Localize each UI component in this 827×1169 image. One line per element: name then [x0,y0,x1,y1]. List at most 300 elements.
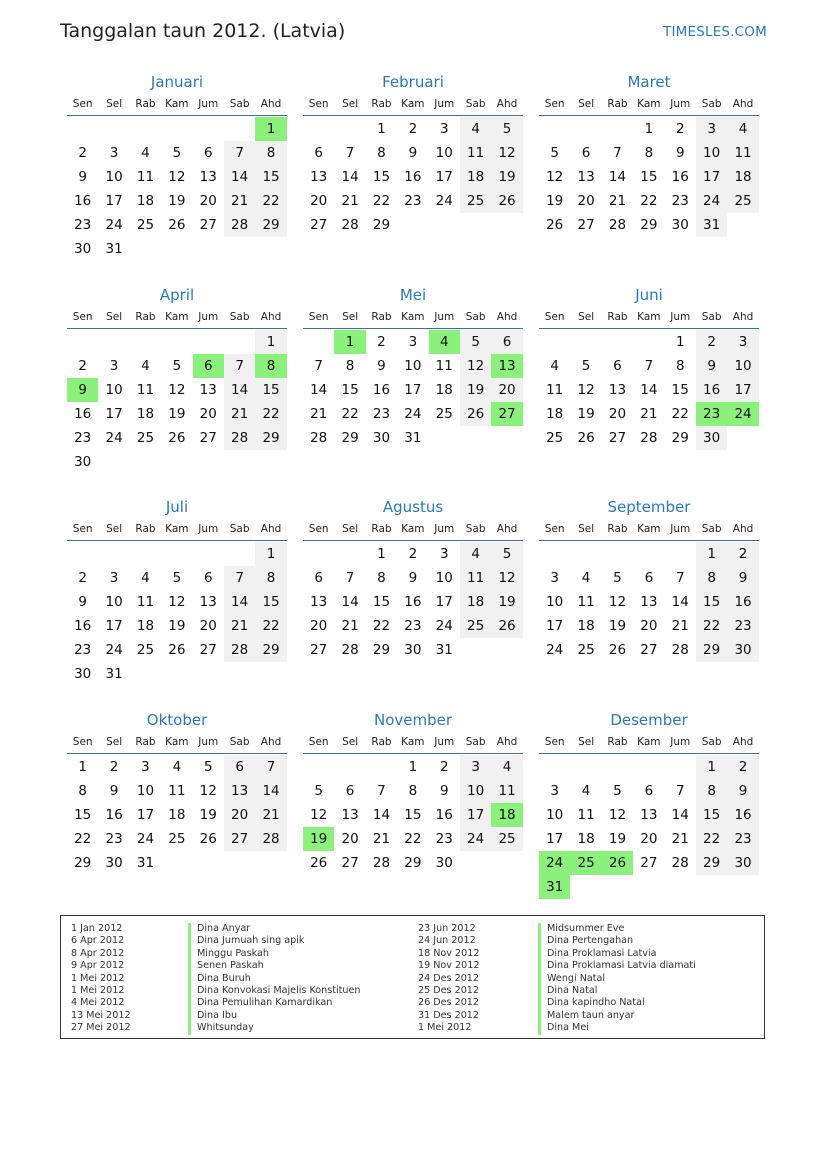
weekday-label: Sen [308,98,329,110]
legend-date: 24 Des 2012 [418,972,480,984]
day-cell: 23 [74,217,92,233]
weekday-label: Rab [371,523,392,535]
day-cell: 21 [640,406,658,422]
day-cell: 13 [199,382,217,398]
day-cell: 13 [199,169,217,185]
day-cell: 26 [168,430,186,446]
day-cell: 18 [136,193,155,209]
weekday-label: Sab [701,523,722,535]
day-cell: 14 [224,378,255,402]
day-cell: 20 [640,831,658,847]
day-cell: 18 [168,807,186,823]
day-cell: 17 [435,594,453,610]
day-cell: 22 [255,614,286,638]
day-cell: 22 [671,406,689,422]
day-cell: 24 [136,831,155,847]
day-cell: 13 [640,594,658,610]
brand-link[interactable]: TIMESLES.COM [663,24,767,40]
empty-cell [161,330,192,354]
day-cell: 24 [105,642,123,658]
empty-cell [539,755,570,779]
day-grid [67,117,287,261]
day-cell: 13 [224,779,255,803]
day-cell: 27 [199,642,217,658]
day-cell: 7 [644,358,654,374]
day-cell: 18 [577,831,595,847]
day-cell: 27 [608,430,627,446]
day-cell: 29 [640,217,658,233]
day-cell: 8 [377,570,386,586]
day-cell: 11 [727,141,758,165]
day-cell: 22 [372,193,391,209]
weekday-label: Jum [198,311,219,323]
day-cell: 16 [671,169,689,185]
day-cell: 15 [372,169,391,185]
day-cell: 28 [671,642,689,658]
day-cell: 7 [345,145,355,161]
day-cell: 21 [224,189,255,213]
day-cell: 25 [727,189,758,213]
day-cell: 14 [671,807,689,823]
weekday-header [539,93,759,116]
empty-cell [193,117,224,141]
day-grid [67,330,287,474]
day-cell: 22 [372,618,391,634]
weekday-label: Jum [434,736,455,748]
day-cell: 10 [435,570,453,586]
weekday-label: Sen [72,736,93,748]
day-cell: 12 [460,354,491,378]
weekday-label: Sen [308,736,329,748]
legend-date: 6 Apr 2012 [71,935,125,947]
day-cell: 25 [577,642,595,658]
empty-cell [161,542,192,566]
day-cell: 29 [74,855,92,871]
weekday-label: Jum [434,311,455,323]
day-cell: 22 [404,831,422,847]
day-cell: 2 [408,546,418,562]
legend-right-dates [418,923,479,1035]
weekday-label: Jum [434,98,455,110]
day-cell: 27 [577,217,595,233]
day-cell: 14 [224,165,255,189]
day-cell: 4 [460,117,491,141]
day-cell: 1 [255,330,286,354]
day-cell: 7 [675,783,685,799]
day-cell: 25 [136,642,155,658]
day-cell: 23 [105,831,123,847]
day-cell: 15 [341,382,359,398]
day-cell: 16 [74,406,92,422]
day-cell: 1 [696,542,727,566]
day-cell: 6 [491,330,522,354]
day-cell: 6 [314,145,323,161]
day-cell: 29 [372,642,391,658]
legend-holiday-name: Dina Buruh [188,973,360,985]
day-cell: 24 [696,189,727,213]
weekday-label: Sen [308,523,329,535]
weekday-label: Rab [371,311,392,323]
weekday-header [67,93,287,116]
day-cell: 25 [460,614,491,638]
weekday-label: Kam [637,736,661,748]
day-cell: 30 [671,217,689,233]
day-cell: 26 [168,642,186,658]
day-cell: 30 [696,426,727,450]
weekday-label: Ahd [496,98,518,110]
day-cell: 20 [199,193,217,209]
day-cell: 2 [727,755,758,779]
day-cell: 1 [255,117,286,141]
month-name: Juni [635,286,663,304]
weekday-label: Jum [198,98,219,110]
month-agustus [303,496,523,662]
month-name: Maret [627,73,671,91]
day-cell: 4 [172,759,182,775]
day-cell: 11 [460,141,491,165]
day-cell: 2 [408,121,418,137]
weekday-header [303,306,523,329]
day-cell: 13 [640,807,658,823]
day-cell: 20 [491,378,522,402]
month-september [539,496,759,662]
day-cell: 4 [460,542,491,566]
legend-date: 1 Jan 2012 [71,923,123,934]
day-cell: 9 [377,358,386,374]
day-cell: 25 [168,831,186,847]
day-cell: 30 [727,638,758,662]
day-cell: 26 [168,217,186,233]
day-cell: 24 [546,642,564,658]
empty-cell [193,542,224,566]
empty-cell [67,330,98,354]
empty-cell [303,330,334,354]
day-cell: 19 [546,193,564,209]
day-cell: 2 [727,542,758,566]
day-cell: 15 [372,594,391,610]
day-cell: 7 [224,354,255,378]
day-cell: 15 [640,169,658,185]
day-cell: 4 [550,358,559,374]
weekday-label: Kam [401,736,425,748]
day-cell: 24 [404,406,422,422]
day-cell: 17 [696,165,727,189]
legend-right-names [538,923,696,1035]
day-cell: 9 [675,145,685,161]
day-cell: 29 [404,855,422,871]
weekday-label: Kam [401,523,425,535]
day-cell: 21 [224,614,255,638]
day-cell: 13 [310,594,328,610]
empty-cell [303,117,334,141]
day-cell: 5 [460,330,491,354]
day-cell: 13 [199,594,217,610]
empty-cell [334,542,365,566]
day-cell: 9 [727,779,758,803]
day-cell: 16 [105,807,123,823]
day-cell: 13 [608,382,627,398]
day-cell: 21 [310,406,328,422]
day-cell: 30 [435,855,453,871]
day-cell: 27 [199,217,217,233]
weekday-label: Sen [544,98,565,110]
day-cell: 12 [608,807,627,823]
day-cell: 5 [491,542,522,566]
month-name: Mei [399,286,427,304]
day-cell: 4 [491,755,522,779]
empty-cell [570,117,601,141]
day-cell: 22 [255,402,286,426]
weekday-label: Rab [135,311,156,323]
day-cell: 9 [78,169,87,185]
day-cell: 1 [377,121,386,137]
day-cell: 5 [613,570,622,586]
day-cell: 22 [640,193,658,209]
weekday-label: Ahd [496,736,518,748]
day-cell: 29 [255,638,286,662]
day-cell: 28 [224,213,255,237]
empty-cell [570,542,601,566]
day-cell: 17 [546,831,564,847]
day-cell: 29 [696,851,727,875]
day-cell: 8 [255,141,286,165]
empty-cell [665,542,696,566]
legend-left-names [188,923,360,1035]
day-cell: 9 [439,783,449,799]
day-cell: 27 [341,855,359,871]
legend-date: 1 Mei 2012 [71,984,125,996]
day-cell: 3 [439,121,449,137]
weekday-label: Sen [308,311,329,323]
day-cell: 21 [671,618,689,634]
day-cell: 8 [675,358,685,374]
day-cell: 15 [671,382,689,398]
day-cell: 18 [136,618,155,634]
day-cell: 28 [341,217,359,233]
day-cell: 10 [404,358,422,374]
day-cell: 18 [546,406,564,422]
day-cell: 14 [640,382,658,398]
weekday-label: Sel [578,523,595,535]
legend-date: 24 Jun 2012 [418,935,476,947]
day-cell: 9 [67,378,98,402]
day-cell: 23 [404,193,422,209]
weekday-header [67,306,287,329]
day-cell: 7 [224,141,255,165]
day-cell: 13 [341,807,359,823]
day-cell: 10 [727,354,758,378]
day-cell: 10 [546,807,564,823]
day-cell: 18 [460,165,491,189]
day-cell: 19 [303,827,334,851]
day-cell: 14 [671,594,689,610]
day-cell: 12 [491,566,522,590]
day-grid [303,117,523,237]
day-grid [303,755,523,875]
empty-cell [633,755,664,779]
legend-date: 18 Nov 2012 [418,947,480,959]
day-cell: 5 [613,783,622,799]
day-cell: 31 [696,213,727,237]
day-cell: 23 [74,430,92,446]
legend-holiday-name: Dina Proklamasi Latvia diamati [538,960,696,972]
day-cell: 19 [577,406,595,422]
day-cell: 14 [310,382,328,398]
weekday-label: Rab [371,98,392,110]
legend-holiday-name: Dina Ibu [188,1010,360,1022]
day-cell: 30 [74,454,92,470]
legend-holiday-name: Dina Natal [538,985,696,997]
day-cell: 20 [640,618,658,634]
day-cell: 26 [310,855,328,871]
day-cell: 22 [696,614,727,638]
day-cell: 19 [608,618,627,634]
legend-holiday-name: Dina Konvokasi Majelis Konstituen [188,985,360,997]
day-cell: 31 [404,430,422,446]
day-cell: 5 [550,145,559,161]
weekday-label: Sab [701,736,722,748]
day-cell: 18 [136,406,155,422]
day-cell: 31 [105,241,123,257]
day-cell: 3 [727,330,758,354]
day-cell: 8 [696,779,727,803]
day-cell: 12 [199,783,217,799]
day-cell: 1 [644,121,654,137]
day-cell: 6 [581,145,591,161]
weekday-label: Sab [701,311,722,323]
weekday-label: Jum [670,98,691,110]
day-cell: 23 [404,618,422,634]
weekday-label: Jum [198,736,219,748]
day-cell: 23 [671,193,689,209]
weekday-label: Sab [229,523,250,535]
day-cell: 15 [255,590,286,614]
weekday-label: Sab [465,523,486,535]
day-cell: 11 [168,783,186,799]
weekday-label: Sen [72,523,93,535]
day-cell: 5 [203,759,213,775]
day-cell: 7 [377,783,386,799]
weekday-label: Sel [342,736,359,748]
day-cell: 24 [460,827,491,851]
day-cell: 23 [372,406,391,422]
day-cell: 27 [640,855,658,871]
day-cell: 1 [675,334,685,350]
day-cell: 27 [310,217,328,233]
day-cell: 20 [577,193,595,209]
day-cell: 16 [727,590,758,614]
empty-cell [602,542,633,566]
day-cell: 3 [696,117,727,141]
weekday-label: Sab [465,98,486,110]
day-cell: 29 [696,638,727,662]
day-cell: 10 [105,594,123,610]
day-cell: 4 [727,117,758,141]
legend-date: 25 Des 2012 [418,984,480,996]
empty-cell [570,330,601,354]
day-cell: 9 [696,354,727,378]
weekday-label: Sab [229,98,250,110]
legend-holiday-name: Dina Jumuah sing apik [188,935,360,947]
day-cell: 2 [675,121,685,137]
day-cell: 25 [460,189,491,213]
day-cell: 5 [172,145,182,161]
weekday-label: Ahd [260,311,282,323]
day-cell: 28 [671,855,689,871]
day-cell: 12 [310,807,328,823]
day-cell: 2 [439,759,449,775]
day-cell: 6 [203,145,213,161]
day-cell: 6 [193,354,224,378]
empty-cell [633,330,664,354]
day-cell: 25 [136,217,155,233]
weekday-label: Sel [578,736,595,748]
day-cell: 15 [696,803,727,827]
day-cell: 21 [341,193,359,209]
day-cell: 12 [168,169,186,185]
weekday-label: Ahd [260,98,282,110]
day-cell: 15 [74,807,92,823]
day-cell: 16 [696,378,727,402]
day-cell: 3 [109,570,119,586]
empty-cell [602,117,633,141]
day-cell: 23 [74,642,92,658]
day-grid [539,330,759,450]
day-cell: 12 [546,169,564,185]
day-cell: 7 [345,570,355,586]
day-cell: 23 [696,402,727,426]
month-juni [539,284,759,450]
day-cell: 2 [377,334,386,350]
day-cell: 21 [608,193,627,209]
day-cell: 8 [644,145,654,161]
legend-date: 23 Jun 2012 [418,923,476,934]
month-name: September [607,498,691,516]
day-grid [539,755,759,899]
day-cell: 27 [640,642,658,658]
day-cell: 2 [78,570,87,586]
empty-cell [161,117,192,141]
legend-date: 8 Apr 2012 [71,947,125,959]
legend-holiday-name: Dina Mei [538,1022,696,1034]
empty-cell [193,330,224,354]
day-cell: 23 [727,614,758,638]
weekday-label: Kam [165,523,189,535]
weekday-label: Rab [607,523,628,535]
day-cell: 19 [168,406,186,422]
day-cell: 28 [608,217,627,233]
day-cell: 7 [675,570,685,586]
day-cell: 4 [141,570,150,586]
day-cell: 5 [581,358,591,374]
day-cell: 26 [546,217,564,233]
day-grid [539,117,759,237]
day-cell: 28 [640,430,658,446]
month-name: Januari [150,73,204,91]
legend-date: 13 Mei 2012 [71,1009,131,1021]
day-cell: 27 [224,827,255,851]
day-cell: 10 [105,382,123,398]
day-cell: 29 [671,430,689,446]
day-cell: 26 [602,851,633,875]
day-cell: 20 [310,193,328,209]
day-cell: 8 [345,358,355,374]
day-cell: 7 [255,755,286,779]
page-title: Tanggalan taun 2012. (Latvia) [60,20,346,42]
empty-cell [539,330,570,354]
day-cell: 16 [404,169,422,185]
day-cell: 31 [136,855,155,871]
